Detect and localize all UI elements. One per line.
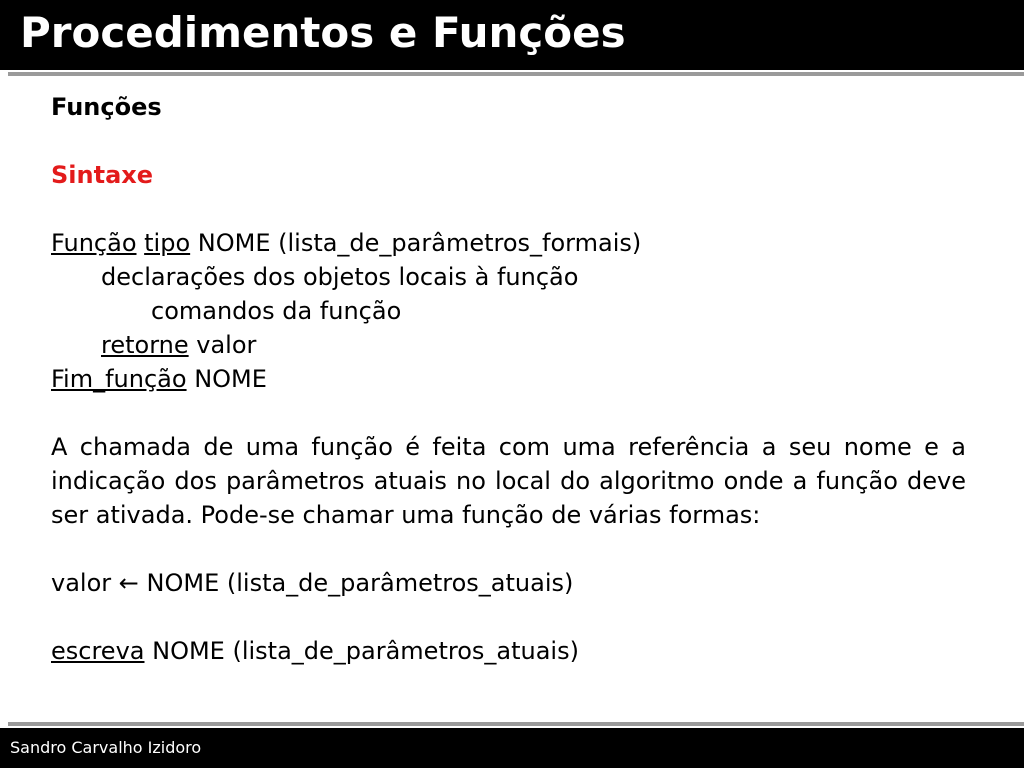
example-write-call: NOME (lista_de_parâmetros_atuais)	[144, 637, 579, 665]
end-name: NOME	[186, 365, 267, 393]
footer-bar	[0, 728, 1024, 768]
spacer	[51, 600, 966, 634]
keyword-funcao: Função	[51, 229, 137, 257]
syntax-signature: NOME (lista_de_parâmetros_formais)	[190, 229, 642, 257]
syntax-line-declarations: declarações dos objetos locais à função	[101, 263, 579, 291]
syntax-line-commands: comandos da função	[151, 297, 402, 325]
title-bar	[0, 0, 1024, 70]
example-assignment	[51, 566, 966, 600]
keyword-retorne: retorne	[101, 331, 189, 359]
author-name: Sandro Carvalho Izidoro	[10, 738, 202, 757]
return-value: valor	[188, 331, 257, 359]
keyword-fim-funcao: Fim_função	[51, 365, 187, 393]
example-call: NOME (lista_de_parâmetros_atuais)	[138, 569, 574, 597]
example-write	[51, 634, 966, 668]
footer-divider	[8, 722, 1024, 726]
spacer	[51, 192, 966, 226]
spacer	[51, 124, 966, 158]
syntax-heading: Sintaxe	[51, 161, 154, 189]
syntax-line-end	[51, 362, 966, 396]
keyword-tipo: tipo	[144, 229, 191, 257]
syntax-line-return	[51, 328, 966, 362]
syntax-line-header	[51, 226, 966, 260]
explanation-paragraph: A chamada de uma função é feita com uma referência a seu nome e a indicação dos parâmetros atuais no local do algoritmo onde a função deve ser ativada. Pode-se chamar uma função de várias formas:	[51, 433, 966, 529]
example-lhs: valor	[51, 569, 112, 597]
spacer	[51, 396, 966, 430]
keyword-escreva: escreva	[51, 637, 145, 665]
title-divider	[8, 72, 1024, 76]
section-heading: Funções	[51, 93, 162, 121]
slide-content	[51, 90, 966, 668]
left-arrow-icon: ←	[118, 569, 139, 597]
slide-title: Procedimentos e Funções	[20, 8, 626, 57]
spacer	[51, 532, 966, 566]
